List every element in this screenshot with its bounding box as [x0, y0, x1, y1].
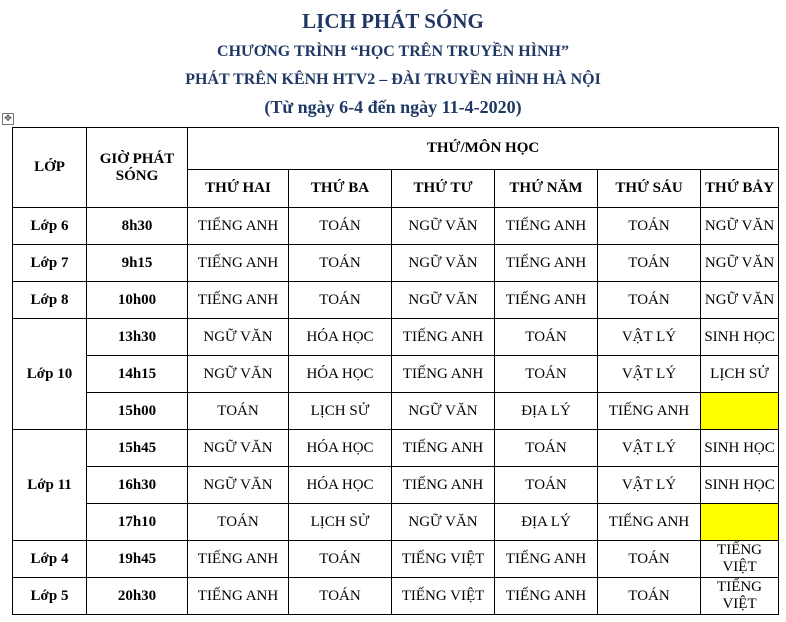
time-cell: 19h45: [87, 541, 188, 578]
subject-cell: TIẾNG VIỆT: [701, 541, 779, 578]
subject-cell: TOÁN: [598, 208, 701, 245]
time-cell: 15h00: [87, 393, 188, 430]
day-header-thu-bay: THỨ BẢY: [701, 170, 779, 208]
time-cell: 9h15: [87, 245, 188, 282]
subject-cell: TOÁN: [289, 578, 392, 615]
subject-cell: TIẾNG ANH: [392, 467, 495, 504]
subject-cell: LỊCH SỬ: [289, 393, 392, 430]
subject-cell: NGỮ VĂN: [392, 504, 495, 541]
subject-cell: TIẾNG ANH: [495, 578, 598, 615]
subject-cell: TIẾNG ANH: [188, 541, 289, 578]
subject-cell: NGỮ VĂN: [701, 245, 779, 282]
subject-cell: TOÁN: [289, 245, 392, 282]
subject-cell: TOÁN: [495, 356, 598, 393]
table-row: [13, 467, 779, 504]
day-header-thu-tu: THỨ TƯ: [392, 170, 495, 208]
subject-cell: TIẾNG VIỆT: [392, 578, 495, 615]
time-cell: 16h30: [87, 467, 188, 504]
table-row: [13, 319, 779, 356]
class-label: Lớp 8: [13, 282, 87, 319]
subject-cell: TOÁN: [289, 282, 392, 319]
subject-cell: SINH HỌC: [701, 319, 779, 356]
table-move-handle-icon[interactable]: ✥: [2, 113, 14, 125]
table-row: [13, 282, 779, 319]
subject-cell: HÓA HỌC: [289, 430, 392, 467]
subject-cell: TIẾNG ANH: [188, 282, 289, 319]
class-label: Lớp 7: [13, 245, 87, 282]
subject-cell: TIẾNG ANH: [598, 393, 701, 430]
subject-cell: NGỮ VĂN: [701, 282, 779, 319]
table-row: [13, 245, 779, 282]
subject-cell: NGỮ VĂN: [701, 208, 779, 245]
table-row: [13, 430, 779, 467]
header-gio-phat-song: GIỜ PHÁT SÓNG: [87, 128, 188, 208]
subject-cell: HÓA HỌC: [289, 319, 392, 356]
subject-cell: NGỮ VĂN: [188, 430, 289, 467]
class-label: Lớp 5: [13, 578, 87, 615]
time-cell: 17h10: [87, 504, 188, 541]
subject-cell: TIẾNG ANH: [188, 578, 289, 615]
subject-cell: NGỮ VĂN: [392, 245, 495, 282]
table-row: [13, 504, 779, 541]
subject-cell: VẬT LÝ: [598, 430, 701, 467]
subject-cell: NGỮ VĂN: [392, 282, 495, 319]
table-row: [13, 208, 779, 245]
subject-cell: TIẾNG ANH: [392, 319, 495, 356]
program-name: CHƯƠNG TRÌNH “HỌC TRÊN TRUYỀN HÌNH”: [217, 43, 569, 60]
time-cell: 20h30: [87, 578, 188, 615]
subject-cell: NGỮ VĂN: [188, 356, 289, 393]
subject-cell: LỊCH SỬ: [289, 504, 392, 541]
empty-highlighted-cell: [701, 393, 779, 430]
subject-cell: HÓA HỌC: [289, 467, 392, 504]
subject-cell: TOÁN: [188, 393, 289, 430]
class-label: Lớp 4: [13, 541, 87, 578]
header-thu-mon-hoc: THỨ/MÔN HỌC: [188, 128, 779, 170]
subject-cell: TOÁN: [598, 578, 701, 615]
subject-cell: TOÁN: [598, 541, 701, 578]
time-cell: 8h30: [87, 208, 188, 245]
empty-highlighted-cell: [701, 504, 779, 541]
subject-cell: VẬT LÝ: [598, 319, 701, 356]
subject-cell: TIẾNG ANH: [598, 504, 701, 541]
page-title: LỊCH PHÁT SÓNG: [302, 9, 484, 33]
subject-cell: TIẾNG ANH: [495, 245, 598, 282]
day-header-thu-sau: THỨ SÁU: [598, 170, 701, 208]
subject-cell: TOÁN: [289, 541, 392, 578]
subject-cell: VẬT LÝ: [598, 356, 701, 393]
time-cell: 13h30: [87, 319, 188, 356]
subject-cell: NGỮ VĂN: [392, 208, 495, 245]
subject-cell: LỊCH SỬ: [701, 356, 779, 393]
subject-cell: TOÁN: [598, 282, 701, 319]
subject-cell: TIẾNG ANH: [188, 208, 289, 245]
subject-cell: ĐỊA LÝ: [495, 504, 598, 541]
subject-cell: ĐỊA LÝ: [495, 393, 598, 430]
subject-cell: TIẾNG ANH: [392, 430, 495, 467]
subject-cell: TOÁN: [188, 504, 289, 541]
table-row: [13, 541, 779, 578]
subject-cell: TIẾNG VIỆT: [392, 541, 495, 578]
subject-cell: TOÁN: [495, 430, 598, 467]
subject-cell: NGỮ VĂN: [392, 393, 495, 430]
date-range: (Từ ngày 6-4 đến ngày 11-4-2020): [264, 97, 522, 117]
channel-line: PHÁT TRÊN KÊNH HTV2 – ĐÀI TRUYỀN HÌNH HÀ NỘI: [185, 71, 601, 88]
table-row: [13, 578, 779, 615]
subject-cell: SINH HỌC: [701, 430, 779, 467]
day-header-thu-ba: THỨ BA: [289, 170, 392, 208]
subject-cell: TIẾNG ANH: [495, 282, 598, 319]
header-lop: LỚP: [13, 128, 87, 208]
subject-cell: TIẾNG ANH: [495, 208, 598, 245]
schedule-table: [12, 127, 779, 615]
subject-cell: TOÁN: [289, 208, 392, 245]
time-cell: 14h15: [87, 356, 188, 393]
subject-cell: NGỮ VĂN: [188, 319, 289, 356]
subject-cell: TIẾNG ANH: [392, 356, 495, 393]
day-header-thu-nam: THỨ NĂM: [495, 170, 598, 208]
subject-cell: TOÁN: [598, 245, 701, 282]
table-row: [13, 393, 779, 430]
class-label: Lớp 10: [13, 319, 87, 430]
subject-cell: TIẾNG ANH: [495, 541, 598, 578]
time-cell: 10h00: [87, 282, 188, 319]
class-label: Lớp 11: [13, 430, 87, 541]
header-row: [13, 128, 779, 170]
time-cell: 15h45: [87, 430, 188, 467]
table-row: [13, 356, 779, 393]
subject-cell: TIẾNG VIỆT: [701, 578, 779, 615]
class-label: Lớp 6: [13, 208, 87, 245]
subject-cell: TOÁN: [495, 467, 598, 504]
subject-cell: SINH HỌC: [701, 467, 779, 504]
subject-cell: HÓA HỌC: [289, 356, 392, 393]
subject-cell: TOÁN: [495, 319, 598, 356]
subject-cell: VẬT LÝ: [598, 467, 701, 504]
subject-cell: TIẾNG ANH: [188, 245, 289, 282]
subject-cell: NGỮ VĂN: [188, 467, 289, 504]
day-header-thu-hai: THỨ HAI: [188, 170, 289, 208]
